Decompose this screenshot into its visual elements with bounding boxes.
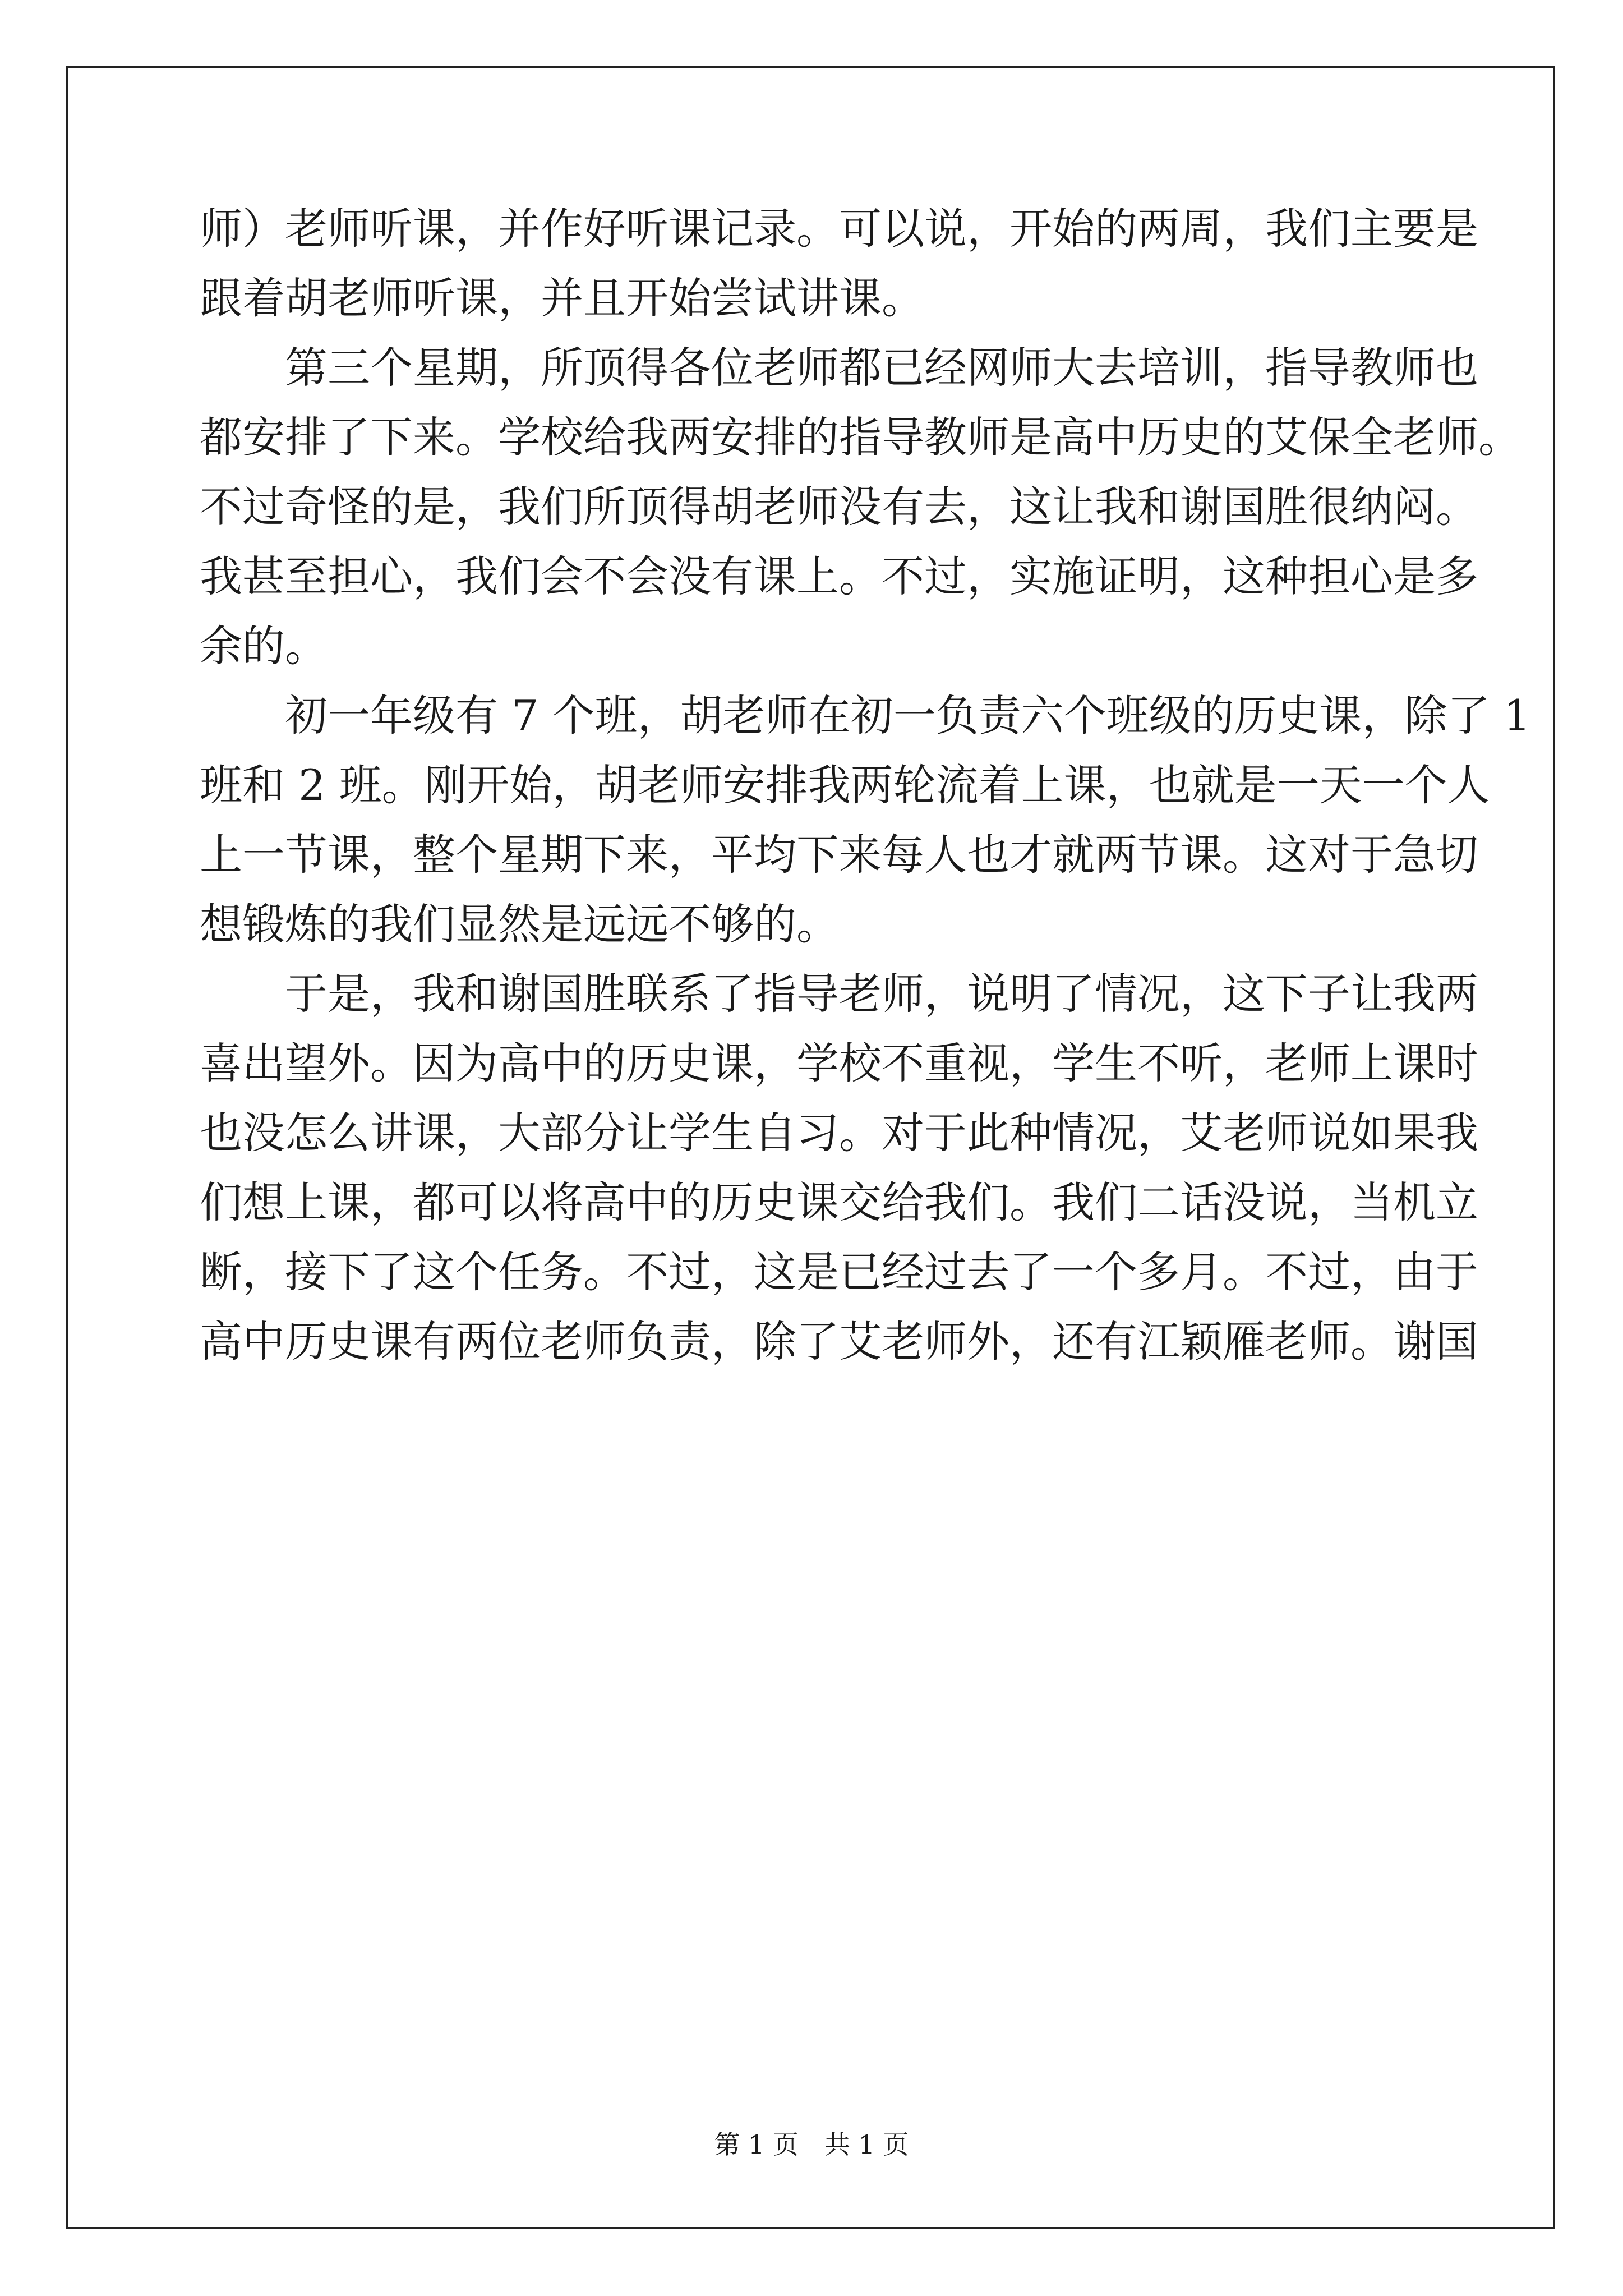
page-footer: 第 1 页 共 1 页 bbox=[714, 2129, 909, 2160]
text-line: 都安排了下来。学校给我两安排的指导教师是高中历史的艾保全老师。 bbox=[200, 412, 1521, 462]
text-line: 们想上课，都可以将高中的历史课交给我们。我们二话没说，当机立 bbox=[200, 1177, 1478, 1227]
text-line: 我甚至担心，我们会不会没有课上。不过，实施证明，这种担心是多 bbox=[200, 551, 1478, 601]
text-line: 初一年级有 7 个班，胡老师在初一负责六个班级的历史课，除了 1 bbox=[200, 691, 1531, 740]
text-line: 高中历史课有两位老师负责，除了艾老师外，还有江颖雁老师。谢国 bbox=[200, 1317, 1478, 1366]
text-line: 跟着胡老师听课，并且开始尝试讲课。 bbox=[200, 273, 924, 323]
text-line: 喜出望外。因为高中的历史课，学校不重视，学生不听，老师上课时 bbox=[200, 1038, 1478, 1088]
document-body bbox=[200, 204, 1531, 1390]
text-line: 断，接下了这个任务。不过，这是已经过去了一个多月。不过，由于 bbox=[200, 1247, 1478, 1297]
text-line: 也没怎么讲课，大部分让学生自习。对于此种情况，艾老师说如果我 bbox=[200, 1108, 1478, 1158]
text-line: 班和 2 班。刚开始，胡老师安排我两轮流着上课，也就是一天一个人 bbox=[200, 760, 1490, 810]
text-line: 第三个星期，所顶得各位老师都已经网师大去培训，指导教师也 bbox=[200, 343, 1478, 393]
text-line: 不过奇怪的是，我们所顶得胡老师没有去，这让我和谢国胜很纳闷。 bbox=[200, 482, 1478, 532]
text-line: 想锻炼的我们显然是远远不够的。 bbox=[200, 899, 839, 949]
text-line: 上一节课，整个星期下来，平均下来每人也才就两节课。这对于急切 bbox=[200, 830, 1478, 880]
text-line: 于是，我和谢国胜联系了指导老师，说明了情况，这下子让我两 bbox=[200, 969, 1478, 1019]
text-line: 余的。 bbox=[200, 621, 328, 671]
text-line: 师）老师听课，并作好听课记录。可以说，开始的两周，我们主要是 bbox=[200, 204, 1478, 254]
